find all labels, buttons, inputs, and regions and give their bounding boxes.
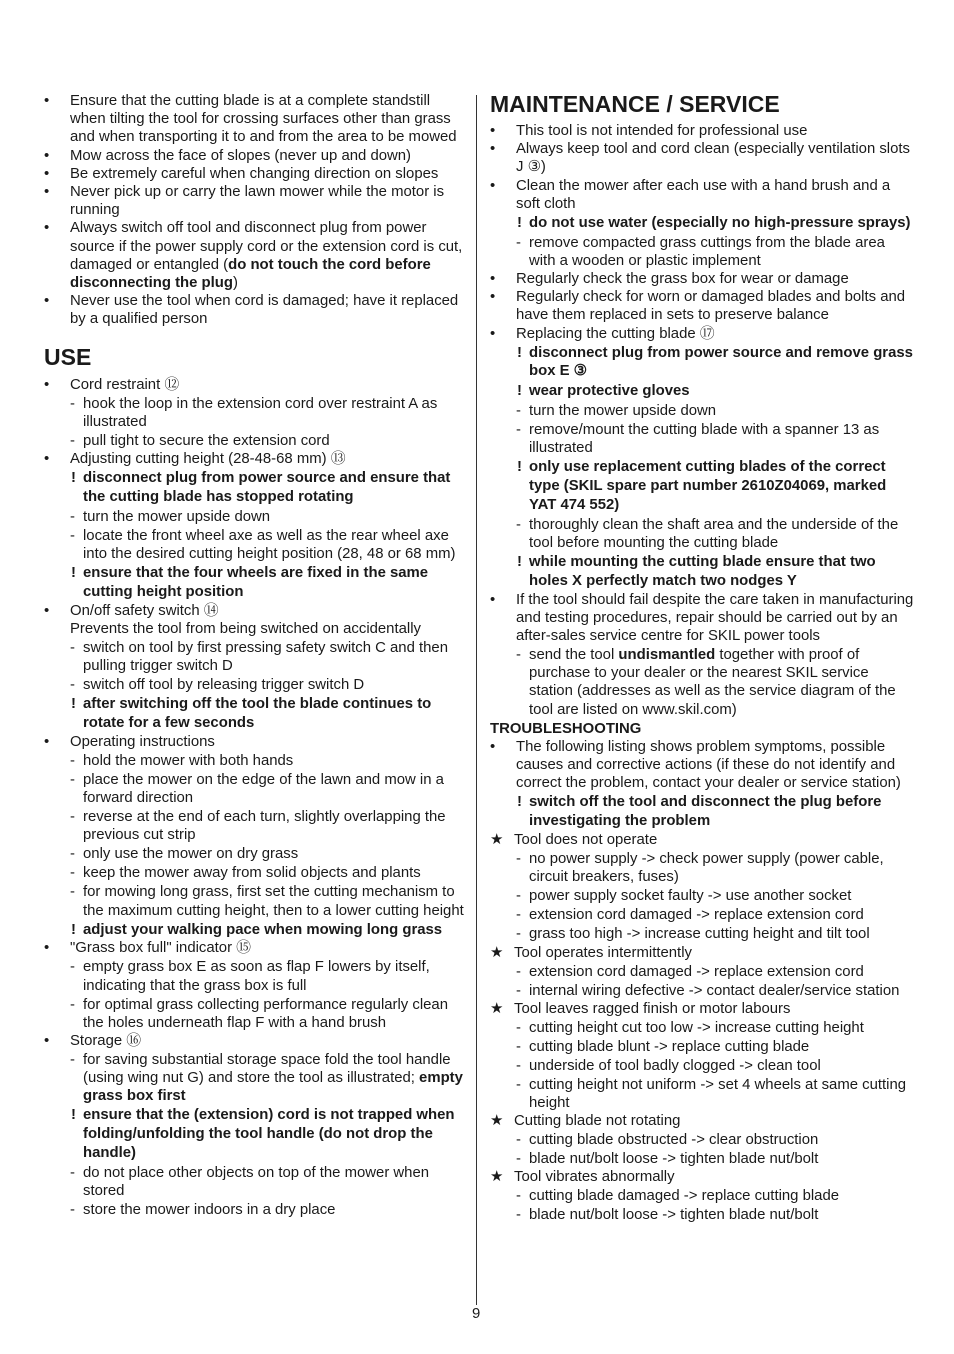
item-text: turn the mower upside down	[529, 402, 717, 419]
bullet-mark: •	[490, 177, 496, 194]
warning-item	[490, 344, 914, 382]
warning-item	[44, 564, 468, 602]
item-text: ensure that the (extension) cord is not trapped when folding/unfolding the tool handle (do not drop the handle)	[83, 1107, 455, 1162]
item-text: Never pick up or carry the lawn mower while the motor is running	[70, 184, 445, 219]
bullet-mark: •	[44, 451, 50, 468]
item-text	[529, 647, 896, 718]
bullet-mark: -	[516, 1132, 521, 1149]
item-text: Operating instructions	[70, 733, 215, 750]
item-text: Cutting blade not rotating	[514, 1113, 681, 1130]
sub-item	[490, 982, 914, 1000]
sub-item	[44, 527, 468, 563]
item-text: switch off the tool and disconnect the plug before investigating the problem	[529, 794, 882, 830]
bullet-mark: •	[44, 376, 50, 393]
column-divider	[476, 95, 477, 1305]
text-run: Always switch off tool and disconnect plug from power source if the power supply cord or the extension cord is cut, damaged or entangled (	[70, 220, 463, 273]
bullet-mark: -	[70, 996, 75, 1013]
sub-item	[44, 1164, 468, 1200]
item-text: locate the front wheel axe as well as the rear wheel axe into the desired cutting height position (28, 48 or 68 mm)	[83, 527, 456, 562]
sub-item	[44, 752, 468, 770]
item-text: MAINTENANCE / SERVICE	[490, 91, 780, 117]
bullet-mark: •	[44, 147, 50, 164]
bullet-mark: •	[490, 739, 496, 755]
item-text: wear protective gloves	[529, 383, 690, 400]
bullet-item	[490, 591, 914, 646]
sub-item	[44, 508, 468, 526]
bullet-mark: -	[516, 1038, 521, 1055]
warning-mark: !	[517, 794, 522, 811]
bullet-mark: -	[516, 888, 521, 905]
symptom-item	[490, 831, 914, 849]
item-text: cutting height not uniform -> set 4 wheels at same cutting height	[529, 1076, 907, 1112]
sub-item	[44, 395, 468, 431]
item-text: power supply socket faulty -> use another socket	[529, 888, 852, 905]
bullet-mark: -	[70, 508, 75, 525]
sub-item	[44, 808, 468, 844]
item-text	[83, 1052, 463, 1104]
symptom-item	[490, 944, 914, 962]
warning-item	[490, 553, 914, 591]
item-text: USE	[44, 343, 92, 370]
item-text: Replacing the cutting blade ⑰	[516, 325, 715, 342]
star-icon: ★	[490, 1000, 504, 1017]
bullet-mark: •	[490, 141, 496, 158]
item-text: cutting height cut too low -> increase cutting height	[529, 1019, 864, 1036]
warning-mark: !	[71, 564, 76, 581]
item-text: store the mower indoors in a dry place	[83, 1202, 336, 1219]
item-text: Prevents the tool from being switched on accidentally	[70, 620, 421, 637]
item-text: This tool is not intended for professional use	[516, 123, 808, 139]
bullet-mark: -	[516, 421, 521, 438]
bullet-mark: -	[70, 771, 75, 788]
sub-item	[44, 1201, 468, 1219]
sub-item	[44, 676, 468, 694]
sub-item	[44, 845, 468, 863]
item-text: switch off tool by releasing trigger switch D	[83, 677, 365, 694]
item-text: Tool does not operate	[514, 832, 658, 849]
sub-item	[44, 771, 468, 807]
bullet-mark: •	[490, 123, 496, 139]
warning-mark: !	[71, 470, 76, 487]
bullet-mark: -	[70, 395, 75, 412]
item-text: keep the mower away from solid objects and plants	[83, 865, 421, 882]
bullet-item	[490, 738, 914, 793]
item-text: switch on tool by first pressing safety switch C and then pulling trigger switch D	[83, 639, 448, 675]
bullet-mark: -	[516, 926, 521, 943]
right-column	[490, 92, 914, 1225]
item-text: cutting blade blunt -> replace cutting blade	[529, 1038, 810, 1055]
sub-item	[490, 906, 914, 924]
bullet-mark: •	[44, 733, 50, 750]
bullet-mark: -	[70, 677, 75, 694]
item-text: only use the mower on dry grass	[83, 846, 299, 863]
bullet-item	[44, 292, 468, 328]
item-text: reverse at the end of each turn, slightly overlapping the previous cut strip	[83, 809, 446, 844]
bullet-item	[44, 733, 468, 751]
bullet-mark: •	[44, 165, 50, 182]
bold-text: empty grass box first	[83, 1070, 463, 1105]
item-text: TROUBLESHOOTING	[490, 720, 642, 737]
item-text: "Grass box full" indicator ⑮	[70, 940, 252, 957]
item-text: do not use water (especially no high-pressure sprays)	[529, 214, 911, 231]
item-text: remove/mount the cutting blade with a spanner 13 as illustrated	[529, 421, 880, 457]
item-text: place the mower on the edge of the lawn and mow in a forward direction	[83, 771, 444, 807]
bullet-item	[44, 165, 468, 183]
bullet-mark: -	[516, 982, 521, 999]
item-text: extension cord damaged -> replace extension cord	[529, 963, 864, 980]
bullet-mark: •	[44, 602, 50, 619]
sub-item	[490, 402, 914, 420]
subsection-heading	[490, 720, 914, 738]
sub-item	[490, 1187, 914, 1205]
bullet-mark: •	[44, 1033, 50, 1050]
bullet-item	[44, 602, 468, 620]
text-run: together with proof of purchase to your dealer or the nearest SKIL service station (addresses as well as the service diagram of the tool are listed on www.skil.com)	[529, 646, 896, 718]
sub-item	[490, 1019, 914, 1037]
bullet-mark: •	[44, 93, 50, 109]
warning-item	[44, 921, 468, 940]
warning-mark: !	[71, 1107, 76, 1124]
text-run: for saving substantial storage space fold the tool handle (using wing nut G) and store the tool as illustrated;	[83, 1052, 451, 1087]
warning-item	[44, 695, 468, 733]
sub-item	[490, 1150, 914, 1168]
bullet-mark: -	[70, 884, 75, 901]
item-text: ensure that the four wheels are fixed in the same cutting height position	[83, 564, 429, 600]
sub-item	[490, 516, 914, 552]
sub-item	[490, 1057, 914, 1075]
sub-item	[490, 1076, 914, 1112]
bullet-mark: -	[516, 516, 521, 533]
text-run: send the tool	[529, 646, 619, 663]
item-text: Regularly check the grass box for wear or damage	[516, 270, 849, 287]
bullet-mark: -	[70, 639, 75, 656]
bullet-mark: •	[44, 293, 50, 310]
warning-mark: !	[517, 553, 522, 570]
star-icon: ★	[490, 1113, 504, 1130]
bullet-mark: -	[70, 959, 75, 976]
bullet-item	[44, 219, 468, 292]
sub-item	[490, 1038, 914, 1056]
sub-item	[490, 1206, 914, 1224]
item-text: Be extremely careful when changing direction on slopes	[70, 165, 439, 182]
warning-mark: !	[517, 459, 522, 476]
bullet-mark: -	[70, 432, 75, 449]
bullet-mark: -	[70, 846, 75, 863]
bullet-item	[44, 1032, 468, 1050]
sub-item	[44, 883, 468, 919]
bullet-mark: -	[516, 1188, 521, 1205]
item-text: Tool operates intermittently	[514, 944, 692, 961]
symptom-item	[490, 1112, 914, 1130]
item-text: Clean the mower after each use with a hand brush and a soft cloth	[516, 177, 891, 212]
bullet-item	[490, 270, 914, 288]
bullet-item	[490, 177, 914, 213]
bullet-mark: •	[490, 270, 496, 287]
warning-item	[490, 793, 914, 831]
star-icon: ★	[490, 832, 504, 849]
sub-item	[490, 925, 914, 943]
item-text: Tool vibrates abnormally	[514, 1169, 675, 1186]
bullet-mark: -	[516, 646, 521, 663]
item-text: while mounting the cutting blade ensure that two holes X perfectly match two nodges Y	[529, 553, 876, 589]
item-text: for mowing long grass, first set the cutting mechanism to the maximum cutting height, then to a lower cutting height	[83, 884, 464, 919]
sub-item	[44, 864, 468, 882]
item-text: hold the mower with both hands	[83, 752, 294, 769]
item-text: grass too high -> increase cutting height and tilt tool	[529, 926, 870, 943]
sub-item	[490, 1131, 914, 1149]
bullet-mark: -	[70, 1052, 75, 1069]
symptom-item	[490, 1000, 914, 1018]
bullet-mark: -	[70, 527, 75, 544]
item-text: do not place other objects on top of the mower when stored	[83, 1164, 430, 1200]
sub-item	[44, 958, 468, 994]
item-text: underside of tool badly clogged -> clean tool	[529, 1057, 821, 1074]
text-run: )	[232, 275, 238, 292]
warning-mark: !	[71, 921, 76, 938]
item-text: The following listing shows problem symptoms, possible causes and corrective actions (if these do not identify and correct the problem, contact your dealer or service station)	[516, 739, 901, 792]
item-text: internal wiring defective -> contact dealer/service station	[529, 982, 900, 999]
item-text: Ensure that the cutting blade is at a complete standstill when tilting the tool for crossing surfaces other than grass and when transporting it to and from the area to be mowed	[70, 93, 457, 146]
item-text: adjust your walking pace when mowing long grass	[83, 921, 443, 938]
warning-item	[44, 469, 468, 507]
item-text: blade nut/bolt loose -> tighten blade nut/bolt	[529, 1151, 819, 1168]
sub-item	[490, 963, 914, 981]
warning-item	[490, 382, 914, 401]
bullet-mark: -	[70, 865, 75, 882]
bullet-mark: •	[490, 325, 496, 342]
warning-item	[490, 214, 914, 233]
warning-mark: !	[517, 214, 522, 231]
star-icon: ★	[490, 1169, 504, 1186]
bullet-mark: -	[516, 907, 521, 924]
item-text: hook the loop in the extension cord over restraint A as illustrated	[83, 395, 438, 430]
bullet-mark: •	[490, 591, 496, 608]
sub-item	[490, 421, 914, 457]
item-text: no power supply -> check power supply (power cable, circuit breakers, fuses)	[529, 851, 884, 886]
bullet-mark: -	[516, 234, 521, 251]
bullet-item	[490, 325, 914, 343]
item-text: disconnect plug from power source and ensure that the cutting blade has stopped rotating	[83, 470, 451, 505]
bullet-item	[44, 92, 468, 147]
item-text: remove compacted grass cuttings from the blade area with a wooden or plastic implement	[529, 234, 885, 269]
bullet-mark: -	[516, 1151, 521, 1168]
item-text: turn the mower upside down	[83, 508, 271, 525]
warning-item	[490, 458, 914, 515]
sub-item	[490, 850, 914, 886]
warning-mark: !	[517, 344, 522, 361]
section-heading	[44, 343, 468, 371]
bullet-item	[44, 450, 468, 468]
item-text: disconnect plug from power source and remove grass box E ③	[529, 344, 913, 380]
bullet-mark: •	[44, 220, 50, 237]
bullet-item	[44, 376, 468, 394]
item-text: If the tool should fail despite the care taken in manufacturing and testing procedures, repair should be carried out by an after-sales service centre for SKIL power tools	[516, 591, 914, 644]
bullet-item	[44, 147, 468, 165]
item-text: empty grass box E as soon as flap F lowers by itself, indicating that the grass box is full	[83, 959, 430, 994]
bullet-mark: -	[70, 809, 75, 826]
bullet-mark: -	[516, 1076, 521, 1093]
item-text: thoroughly clean the shaft area and the underside of the tool before mounting the cutting blade	[529, 516, 899, 551]
sub-item	[44, 639, 468, 675]
bullet-mark: •	[490, 289, 496, 306]
sub-item	[44, 432, 468, 450]
bullet-mark: -	[516, 1057, 521, 1074]
star-icon: ★	[490, 944, 504, 961]
bullet-item	[490, 140, 914, 176]
page-number: 9	[472, 1306, 481, 1322]
bullet-mark: -	[516, 851, 521, 868]
bullet-mark: -	[516, 963, 521, 980]
item-text: for optimal grass collecting performance regularly clean the holes underneath flap F with a hand brush	[83, 996, 448, 1031]
bullet-item	[44, 183, 468, 219]
item-text: Storage ⑯	[70, 1033, 142, 1050]
item-text: pull tight to secure the extension cord	[83, 432, 330, 449]
item-text: extension cord damaged -> replace extension cord	[529, 907, 864, 924]
item-text: after switching off the tool the blade continues to rotate for a few seconds	[83, 696, 432, 731]
item-text: Always keep tool and cord clean (especially ventilation slots J ③)	[516, 141, 910, 176]
sub-item	[490, 646, 914, 719]
paragraph	[44, 620, 468, 638]
bold-text: do not touch the cord before disconnecting the plug	[70, 256, 431, 292]
bullet-item	[490, 288, 914, 324]
bullet-item	[44, 939, 468, 957]
bullet-mark: -	[516, 1019, 521, 1036]
sub-item	[490, 887, 914, 905]
item-text: Cord restraint ⑫	[70, 376, 180, 393]
bullet-mark: -	[516, 1207, 521, 1224]
item-text: only use replacement cutting blades of the correct type (SKIL spare part number 2610Z04069, marked YAT 474 552)	[529, 459, 887, 513]
warning-mark: !	[71, 696, 76, 713]
left-column	[44, 92, 468, 1219]
item-text: cutting blade obstructed -> clear obstruction	[529, 1132, 819, 1149]
item-text	[70, 220, 462, 291]
item-text: Adjusting cutting height (28-48-68 mm) ⑬	[70, 451, 346, 468]
item-text: blade nut/bolt loose -> tighten blade nut/bolt	[529, 1207, 819, 1224]
section-heading	[490, 90, 914, 118]
bullet-mark: -	[70, 752, 75, 769]
sub-item	[44, 996, 468, 1032]
item-text: On/off safety switch ⑭	[70, 602, 219, 619]
item-text: Never use the tool when cord is damaged; have it replaced by a qualified person	[70, 293, 459, 328]
item-text: cutting blade damaged -> replace cutting blade	[529, 1188, 840, 1205]
bullet-item	[490, 122, 914, 140]
item-text: Regularly check for worn or damaged blades and bolts and have them replaced in sets to preserve balance	[516, 289, 906, 324]
bullet-mark: •	[44, 184, 50, 201]
bullet-mark: -	[70, 1202, 75, 1219]
warning-mark: !	[517, 383, 522, 400]
bullet-mark: •	[44, 940, 50, 957]
item-text: Mow across the face of slopes (never up and down)	[70, 147, 412, 164]
sub-item	[44, 1051, 468, 1106]
warning-item	[44, 1106, 468, 1163]
bullet-mark: -	[516, 402, 521, 419]
bold-text: undismantled	[618, 646, 716, 663]
item-text: Tool leaves ragged finish or motor labours	[514, 1000, 791, 1017]
symptom-item	[490, 1168, 914, 1186]
sub-item	[490, 234, 914, 270]
bullet-mark: -	[70, 1164, 75, 1181]
